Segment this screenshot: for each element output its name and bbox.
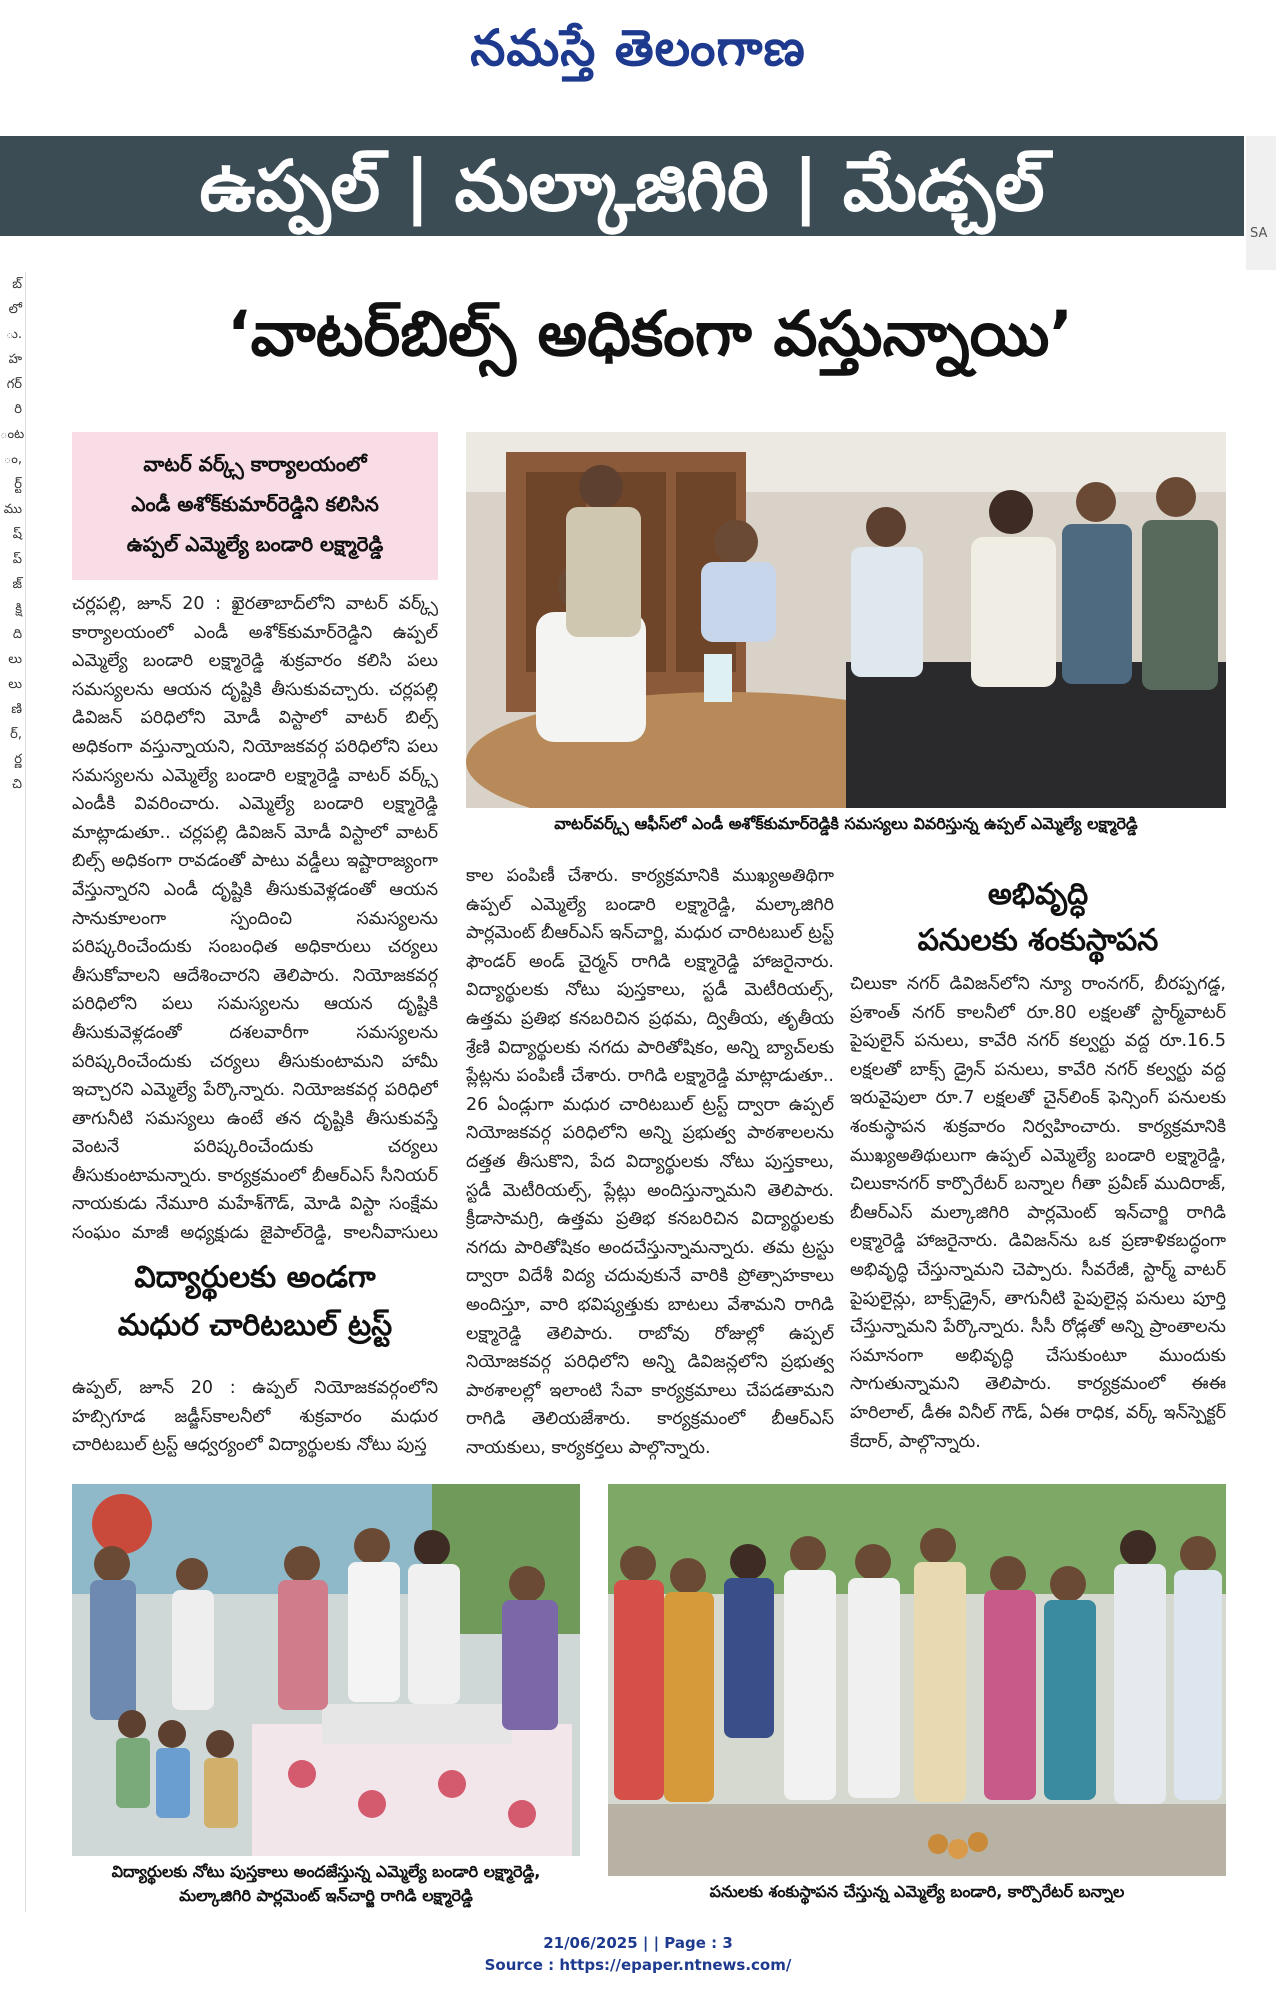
masthead [0,0,1276,130]
next-page-label: SA [1250,226,1268,241]
foundation-photo-illustration [608,1484,1226,1876]
meeting-photo [466,432,1226,808]
strip-line: లు [8,652,22,667]
students-caption-line: మల్కాజిగిరి పార్లమెంట్ ఇన్‌చార్జి రాగిడి లక్ష్మారెడ్డి [179,1886,473,1905]
newspaper-logo: నమస్తే తెలంగాణ [470,18,806,77]
story3-body: చిలుకా నగర్ డివిజన్‌లోని న్యూ రాంనగర్, బీరప్పగడ్డ, ప్రశాంత్ నగర్ కాలనీలో రూ.80 లక్షలతో స్టార్మ్‌వాటర్ పైపులైన్ పనులు, కావేరి నగర్ కల్వర్టు వద్ద రూ.16.5 లక్షలతో బాక్స్ డ్రైన్ పనులు, కావేరి నగర్ కల్వర్టు వద్ద ఇరువైపులా రూ.7 లక్షలతో చైన్‌లింక్ ఫెన్సింగ్ పనులకు శంకుస్థాపన శుక్రవారం నిర్వహించారు. కార్యక్రమానికి ముఖ్యఅతిథులుగా ఉప్పల్ ఎమ్మెల్యే బండారి లక్ష్మారెడ్డి, చిలుకానగర్ కార్పొరేటర్ బన్నాల గీతా ప్రవీణ్ ముదిరాజ్, బీఆర్‌ఎస్ మల్కాజిగిరి పార్లమెంట్ ఇన్‌చార్జి రాగిడి లక్ష్మారెడ్డి హాజరైనారు. డివిజన్‌ను ఒక ప్రణాళికబద్ధంగా అభివృద్ధి చేస్తున్నామని చెప్పారు. సీవరేజీ, స్టార్మ్ వాటర్ పైపులైన్లు, బాక్స్‌డ్రైన్, తాగునీటి పైపులైన్ల పనులు పూర్తి చేస్తున్నామని పేర్కొన్నారు. సీసీ రోడ్లతో అన్ని ప్రాంతాలను సమానంగా అభివృద్ధి చేసుకుంటూ ముందుకు సాగుతున్నామని తెలిపారు. కార్యక్రమంలో ఈఈ హరిలాల్, డీఈ వినీల్ గౌడ్, ఏఈ రాధిక, వర్క్ ఇన్‌స్పెక్టర్ కేదార్, పాల్గొన్నారు. [850,974,1226,1452]
story3-headline [850,872,1226,964]
strip-line: జ్ [12,577,22,592]
strip-line: ణి [11,702,22,717]
next-page-edge [1246,136,1276,270]
strip-line: రి [14,402,22,417]
kicker-line: ఎండీ అశోక్‌కుమార్‌రెడ్డిని కలిసిన [131,492,379,516]
story1-kicker-box [72,432,438,580]
strip-line: ర్ణ [14,752,22,767]
story2-body-part2: కాల పంపిణీ చేశారు. కార్యక్రమానికి ముఖ్యఅతిథిగా ఉప్పల్ ఎమ్మెల్యే బండారి లక్ష్మారెడ్డి, మల్కాజిగిరి పార్లమెంట్ బీఆర్‌ఎస్ ఇన్‌చార్జి, మధుర చారిటబుల్ ట్రస్ట్ ఫౌండర్ అండ్ చైర్మన్ రాగిడి లక్ష్మారెడ్డి హాజరైనారు. విద్యార్థులకు నోటు పుస్తకాలు, స్టడీ మెటీరియల్స్, ఉత్తమ ప్రతిభ కనబరిచిన ప్రథమ, ద్వితీయ, తృతీయ శ్రేణి విద్యార్థులకు నగదు పారితోషికం, అన్ని బ్యాచ్‌లకు ప్లేట్లను పంపిణీ చేశారు. రాగిడి లక్ష్మారెడ్డి మాట్లాడుతూ.. 26 ఏండ్లుగా మధుర చారిటబుల్ ట్రస్ట్ ద్వారా ఉప్పల్ నియోజకవర్గ పరిధిలోని అన్ని ప్రభుత్వ పాఠశాలలను దత్తత తీసుకొని, పేద విద్యార్థులకు నోటు పుస్తకాలు, స్టడీ మెటీరియల్స్, ప్లేట్లు అందిస్తున్నామని తెలిపారు. క్రీడాసామగ్రి, ఉత్తమ ప్రతిభ కనబరిచిన విద్యార్థులకు నగదు పారితోషికం అందచేస్తున్నామన్నారు. తమ ట్రస్టు ద్వారా విదేశీ విద్య చదువుకునే వారికి ప్రోత్సాహకాలు అందిస్తూ, వారి భవిష్యత్తుకు బాటలు వేశామని రాగిడి లక్ష్మారెడ్డి తెలిపారు. రాబోవు రోజుల్లో ఉప్పల్ నియోజకవర్గ పరిధిలోని అన్ని డివిజన్లలోని ప్రభుత్వ పాఠశాలల్లో ఇలాంటి సేవా కార్యక్రమాలు చేపడతామని రాగిడి తెలియజేశారు. కార్యక్రమంలో బీఆర్‌ఎస్ నాయకులు, కార్యకర్తలు పాల్గొన్నారు. [466,866,834,1458]
strip-line: లు [8,677,22,692]
foundation-photo [608,1484,1226,1876]
story1-body: చర్లపల్లి, జూన్ 20 : ఖైరతాబాద్‌లోని వాటర్ వర్క్స్ కార్యాలయంలో ఎండీ అశోక్‌కుమార్‌రెడ్డిని ఉప్పల్ ఎమ్మెల్యే బండారి లక్ష్మారెడ్డి శుక్రవారం కలిసి పలు సమస్యలను ఆయన దృష్టికి తీసుకువచ్చారు. చర్లపల్లి డివిజన్ పరిధిలోని మోడీ విస్టాలో వాటర్ బిల్స్ అధికంగా వస్తున్నాయని, నియోజకవర్గ పరిధిలోని పలు సమస్యలను ఎమ్మెల్యే బండారి లక్ష్మారెడ్డి వాటర్ వర్క్స్ ఎండీకి వివరించారు. ఎమ్మెల్యే బండారి లక్ష్మారెడ్డి మాట్లాడుతూ.. చర్లపల్లి డివిజన్ మోడీ విస్టాలో వాటర్ బిల్స్ అధికంగా రావడంతో పాటు వడ్డీలు ఇష్టారాజ్యంగా వేస్తున్నారని ఎండీ దృష్టికి తీసుకువెళ్లడంతో ఆయన సానుకూలంగా స్పందించి సమస్యలను పరిష్కరించేందుకు సంబంధిత అధికారులు చర్యలు తీసుకోవాలని ఆదేశించారని తెలిపారు. నియోజకవర్గ పరిధిలోని పలు సమస్యలను ఆయన దృష్టికి తీసుకువెళ్లడంతో దశలవారీగా సమస్యలను పరిష్కరించేందుకు చర్యలు తీసుకుంటామని హామీ ఇచ్చారని ఎమ్మెల్యే పేర్కొన్నారు. నియోజకవర్గ పరిధిలో తాగునీటి సమస్యలు ఉంటే తన దృష్టికి తీసుకువస్తే వెంటనే పరిష్కరించేందుకు చర్యలు తీసుకుంటామన్నారు. కార్యక్రమంలో బీఆర్‌ఎస్ సీనియర్ నాయకుడు నేమూరి మహేశ్‌గౌడ్, మోడి విస్టా సంక్షేమ సంఘం మాజీ అధ్యక్షుడు జైపాల్‌రెడ్డి, కాలనీవాసులు [72,594,438,1244]
kicker-line: ఉప్పల్ ఎమ్మెల్యే బండారి లక్ష్మారెడ్డి [126,532,384,556]
strip-line: గర్ [6,377,22,392]
strip-line: ది [12,627,22,642]
students-photo-illustration [72,1484,580,1856]
strip-line: క్షి [15,602,22,617]
story3-headline-line: అభివృద్ధి [987,877,1089,912]
strip-line: హ [8,352,22,367]
meeting-photo-caption: వాటర్‌వర్క్స్ ఆఫీస్‌లో ఎండీ అశోక్‌కుమార్‌రెడ్డికి సమస్యలు వివరిస్తున్న ఉప్పల్ ఎమ్మెల్యే లక్ష్మారెడ్డి [554,814,1138,833]
strip-line: ర్ట్ [14,477,22,492]
story3-headline-line: పనులకు శంకుస్థాపన [917,923,1159,958]
footer-date-page: 21/06/2025 | | Page : 3 [543,1934,733,1952]
strip-line: బ్ [12,277,22,292]
main-headline: ‘వాటర్‌బిల్స్ అధికంగా వస్తున్నాయి’ [227,297,1073,370]
strip-line: ప్ [12,552,22,567]
cropped-column-strip [0,272,26,1912]
footer-source: Source : https://epaper.ntnews.com/ [484,1956,792,1974]
story2-body-part1: ఉప్పల్, జూన్ 20 : ఉప్పల్ నియోజకవర్గంలోని హబ్సిగూడ జడ్జీస్‌కాలనీలో శుక్రవారం మధుర చారిటబుల్ ట్రస్ట్ ఆధ్వర్యంలో విద్యార్థులకు నోటు పుస్త [72,1378,438,1456]
strip-line: ం, [3,452,22,467]
story2-headline-line: విద్యార్థులకు అండగా [134,1260,376,1295]
section-band [0,136,1244,236]
students-caption-line: విద్యార్థులకు నోటు పుస్తకాలు అందజేస్తున్న ఎమ్మెల్యే బండారి లక్ష్మారెడ్డి, [111,1862,541,1881]
students-photo-caption [72,1860,580,1908]
strip-line: ంట [0,427,25,442]
foundation-photo-caption: పనులకు శంకుస్థాపన చేస్తున్న ఎమ్మెల్యే బండారి, కార్పొరేటర్ బన్నాల [709,1882,1125,1901]
kicker-line: వాటర్ వర్క్స్ కార్యాలయంలో [143,452,367,476]
section-title: ఉప్పల్ | మల్కాజిగిరి | మేడ్చల్ [199,145,1045,227]
strip-line: ర్, [10,727,22,742]
students-photo [72,1484,580,1856]
story2-headline [72,1254,438,1350]
strip-line: చి [12,777,22,792]
story2-headline-line: మధుర చారిటబుల్ ట్రస్ట్ [117,1308,393,1343]
meeting-photo-illustration [466,432,1226,808]
strip-line: లో [8,302,22,317]
strip-line: ష్ [12,527,22,542]
strip-line: ము [3,502,22,517]
strip-line: ు. [5,327,22,342]
